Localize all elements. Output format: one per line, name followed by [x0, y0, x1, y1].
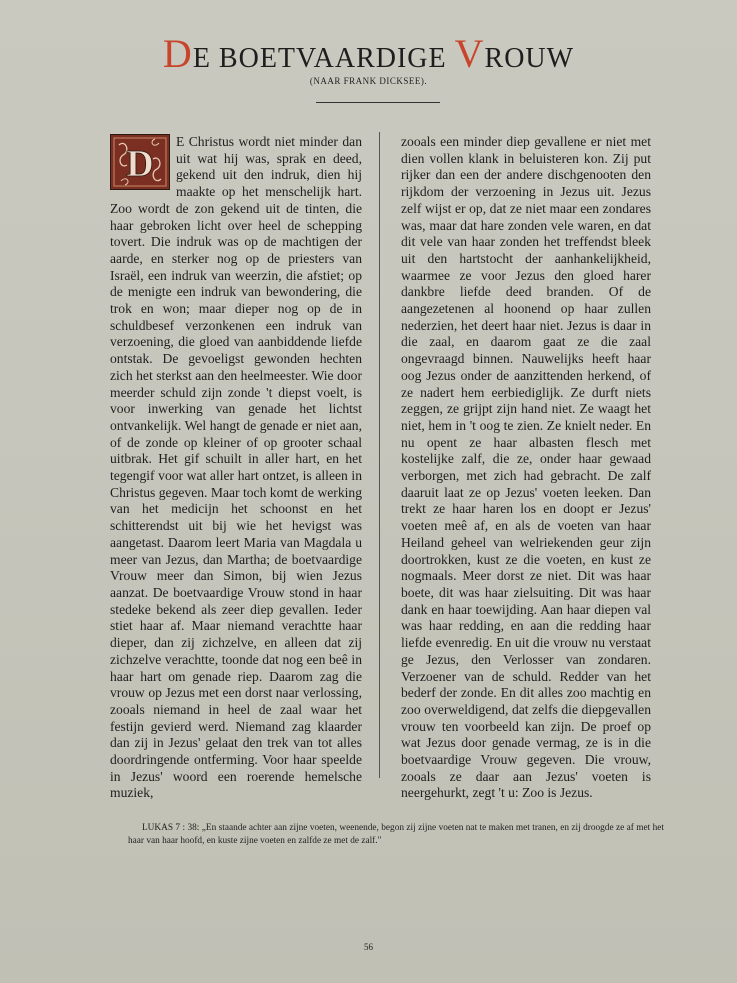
title-initial-v: V — [454, 31, 485, 76]
subtitle: (NAAR FRANK DICKSEE). — [309, 76, 428, 86]
footnote-text: LUKAS 7 : 38: „En staande achter aan zijne voeten, weenende, begon zij zijne voeten nat te maken met tranen, en zij droogde ze af met het haar van haar hoofd, en kuste zijne voeten en zalfde ze met de zalf." — [128, 823, 664, 846]
column-divider — [379, 132, 380, 778]
title-text-1: E BOETVAARDIGE — [192, 43, 455, 74]
title-text-2: ROUW — [484, 43, 575, 74]
title-initial-d: D — [162, 31, 193, 76]
right-column-text: zooals een minder diep gevallene er niet met dien vollen klank in beluisteren kon. Zij put rijker dan een der andere dischgenooten den rijkdom der verzoening in Jezus uit. Jezus zelf wijst er op, dat ze niet maar een zondares was, maar dat hare zonden vele waren, en dat dit vele van haar zonden het treffendst bleek uit den hartstocht der aanhankelijkheid, waarmee ze voor Jezus den gloed harer dankbre liefde deed branden. Of de aangezetenen al hoonend op haar zullen nederzien, het deert haar niet. Jezus is daar in die zaal, en daarom gaat ze die zaal ongevraagd binnen. Nauwelijks heeft haar oog Jezus onder de aanzittenden herkend, of ze nadert hem eerbiediglijk. Ze durft niets zeggen, ze grijpt zijn hand niet. Ze waagt het niet, hem in 't oog te zien. Ze knielt neder. En nu opent ze haar albasten flesch met kostelijke zalf, die ze, onder haar gewaad verborgen, met zich had gebracht. De zalf daaruit laat ze op Jezus' voeten leeken. Dan trekt ze haar haren los en doopt er Jezus' voeten meê af, en als de voeten van haar Heiland geheel van welriekenden geur zijn doortrokken, kust ze die voeten, en kust ze nogmaals. Meer dorst ze niet. Dit was haar boete, dit was haar zielsuiting. Dit was haar dank en haar toewijding. Aan haar diepen val was haar redding, en aan die redding haar liefde evenredig. En uit die vrouw nu verstaat ge Jezus, den Verlosser van zondaren. Verzoener van de schuld. Redder van het bederf der zonde. En dit alles zoo machtig en zoo overweldigend, dat zelfs die diepgevallen vrouw ten voorbeeld kan zijn. De proef op wat Jezus door genade vermag, ze is in die boetvaardige Vrouw gegeven. Die vrouw, zooals ze daar aan Jezus' voeten is neergehurkt, zegt 't u: Zoo is Jezus. — [401, 134, 651, 801]
decorated-initial — [110, 134, 170, 190]
title-rule — [316, 102, 440, 103]
left-column — [110, 134, 362, 802]
footnote — [128, 822, 664, 848]
left-column-text: E Christus wordt niet minder dan uit wat hij was, sprak en deed, gekend uit den indruk, dien hij maakte op het menschelijk hart. Zoo wordt de zon gekend uit de tinten, die haar gebroken licht over heel de schepping tovert. Die indruk was op de machtigen der aarde, en sterker nog op de priesters van Israël, een indruk van weerzin, die afstiet; op de menigte een indruk van bewondering, die trok en won; maar dieper nog op de in schuldbesef verzonkenen een indruk van verzoening, die gloed van aanbiddende liefde ontstak. De gevoeligst gewonden hechten zich het sterkst aan den heelmeester. Wie door meerder schuld zijn zonde 't diepst voelt, is voor inwerking van genade het lichtst ontvankelijk. Wel hangt de genade er niet aan, of de zonde op kleiner of op grooter schaal uitbrak. Het gif schuilt in aller hart, en het tegengif voor wat aller hart ontzet, is alleen in Christus gegeven. Maar toch komt de werking van het medicijn het schoonst en het schitterendst uit bij wie het hevigst was aangetast. Daarom leert Maria van Magdala u meer van Jezus, dan Martha; de boetvaardige Vrouw meer dan Simon, bij wien Jezus aanzat. De boetvaardige Vrouw stond in haar stedeke bekend als zeer diep gevallen. Ieder stiet haar af. Maar niemand verachtte haar dieper, dan zij zichzelve, en alleen dat zij zichzelve verachtte, toonde dat nog een beê in haar hart om genade riep. Daarom zag die vrouw op Jezus met een dorst naar verlossing, zooals niemand in heel de zaal waar het festijn gevierd werd. Niemand zag klaarder dan zij in Jezus' gelaat den trek van tot alles doordringende ontferming. Voor haar speelde in Jezus' woord een roerende hemelsche muziek, — [110, 134, 362, 801]
page-number: 56 — [364, 942, 373, 952]
right-column — [401, 134, 651, 802]
ornament-icon — [111, 135, 169, 189]
page-title — [0, 30, 737, 77]
svg-text:D: D — [126, 143, 154, 185]
